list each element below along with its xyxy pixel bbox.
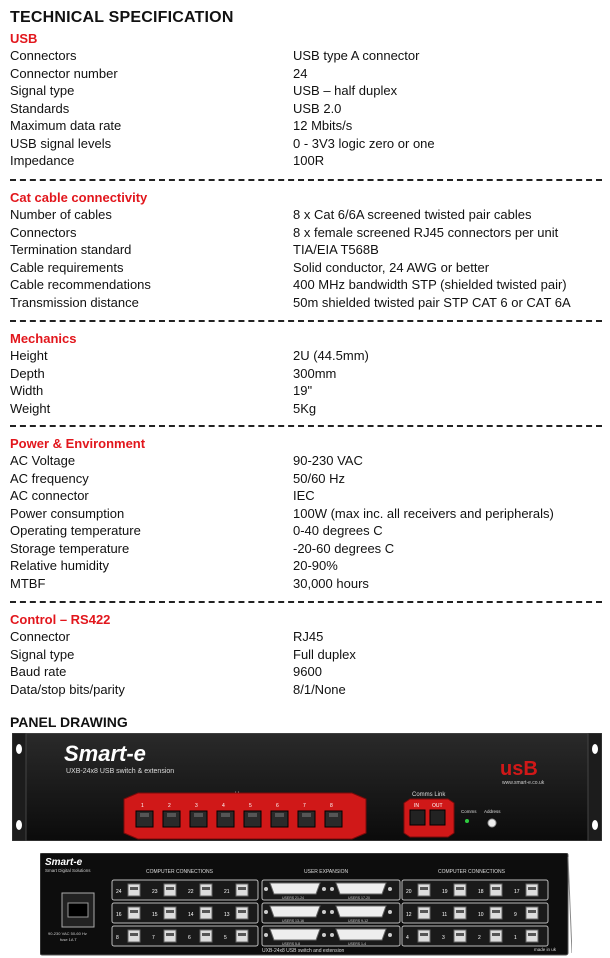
rack-screw-icon — [16, 744, 22, 754]
spec-label: Signal type — [10, 646, 75, 662]
spec-label: Termination standard — [10, 242, 132, 257]
section-divider — [10, 320, 602, 322]
usb-port-number: 9 — [514, 912, 517, 918]
spec-value: IEC — [293, 488, 315, 503]
spec-row — [10, 452, 602, 470]
fuse-note: fuse 1A T — [60, 937, 77, 942]
rj45-latch-icon — [275, 813, 284, 817]
rear-panel-drawing — [40, 853, 572, 957]
section-heading: Power & Environment — [10, 436, 146, 451]
spec-label: Height — [10, 348, 48, 363]
user-port-number: 6 — [276, 803, 279, 809]
spec-label: Weight — [10, 400, 51, 416]
usb-port-number: 15 — [152, 912, 158, 918]
usb-port-tongue-icon — [492, 910, 500, 913]
spec-value: 50/60 Hz — [293, 470, 346, 486]
rj45-latch-icon — [248, 813, 257, 817]
spec-row — [10, 47, 602, 65]
spec-value: 5Kg — [293, 400, 317, 416]
spec-label: Standards — [10, 100, 70, 116]
spec-label: AC connector — [10, 488, 89, 503]
spec-row — [10, 259, 602, 277]
user-port-number: 1 — [141, 803, 144, 809]
spec-value: TIA/EIA T568B — [293, 242, 379, 257]
usb-port-tongue-icon — [202, 933, 210, 936]
spec-label: Signal type — [10, 83, 75, 98]
spec-value: 400 MHz bandwidth STP (shielded twisted pair) — [293, 277, 567, 292]
comms-led-label: Comms — [461, 809, 477, 814]
usb-port-tongue-icon — [130, 910, 138, 913]
spec-row — [10, 347, 602, 365]
spec-row — [10, 470, 602, 488]
usb-port-tongue-icon — [238, 933, 246, 936]
spec-row — [10, 382, 602, 400]
spec-label: Connectors — [10, 48, 77, 63]
spec-label: Connector — [10, 629, 70, 644]
comms-out-label: OUT — [432, 803, 443, 809]
spec-label: Data/stop bits/parity — [10, 681, 125, 697]
comms-link-label: Comms Link — [412, 792, 446, 798]
usb-port-number: 24 — [116, 889, 122, 895]
expansion-header: USER EXPANSION — [304, 869, 349, 875]
thumbscrew-icon — [330, 933, 334, 937]
usb-port-tongue-icon — [420, 933, 428, 936]
rack-screw-icon — [16, 820, 22, 830]
thumbscrew-icon — [330, 910, 334, 914]
spec-label: Operating temperature — [10, 523, 141, 538]
spec-label: AC Voltage — [10, 453, 76, 468]
usb-port-number: 6 — [188, 935, 191, 941]
spec-value: 100R — [293, 153, 325, 168]
spec-row — [10, 100, 602, 118]
thumbscrew-icon — [388, 910, 392, 914]
rj45-latch-icon — [302, 813, 311, 817]
spec-row — [10, 152, 602, 170]
thumbscrew-icon — [322, 910, 326, 914]
spec-value: Solid conductor, 24 AWG or better — [293, 259, 490, 275]
spec-row — [10, 276, 602, 294]
usb-port-tongue-icon — [420, 910, 428, 913]
usb-port-tongue-icon — [238, 910, 246, 913]
thumbscrew-icon — [322, 887, 326, 891]
power-note: 90-230 VAC 50-60 Hz — [48, 931, 87, 936]
thumbscrew-icon — [330, 887, 334, 891]
dsub-connector-icon — [270, 929, 320, 940]
spec-label: AC frequency — [10, 470, 89, 486]
spec-section — [10, 435, 602, 592]
spec-section — [10, 330, 602, 417]
spec-value: 0-40 degrees C — [293, 523, 383, 538]
section-divider — [10, 425, 602, 427]
usb-port-tongue-icon — [202, 910, 210, 913]
page-title: TECHNICAL SPECIFICATION — [10, 9, 234, 26]
usb-port-number: 7 — [152, 935, 155, 941]
left-connections-header: COMPUTER CONNECTIONS — [146, 869, 213, 875]
section-heading: Cat cable connectivity — [10, 190, 148, 205]
dsub-connector-icon — [270, 883, 320, 894]
spec-value: USB 2.0 — [293, 100, 342, 116]
expansion-port-label: USERS 17-20 — [348, 896, 370, 900]
thumbscrew-icon — [264, 887, 268, 891]
rear-brand-logo: Smart-e — [45, 857, 83, 868]
spec-value: 20-90% — [293, 558, 338, 573]
spec-value: 9600 — [293, 664, 322, 679]
user-port-number: 3 — [195, 803, 198, 809]
spec-section — [10, 611, 602, 698]
spec-row — [10, 206, 602, 224]
usb-port-number: 17 — [514, 889, 520, 895]
thumbscrew-icon — [264, 910, 268, 914]
panel-drawing-title: PANEL DRAWING — [10, 714, 128, 730]
right-usb-bank — [402, 880, 548, 946]
spec-value: 8 x Cat 6/6A screened twisted pair cables — [293, 207, 532, 222]
spec-row — [10, 241, 602, 259]
spec-label: Impedance — [10, 153, 75, 168]
thumbscrew-icon — [264, 933, 268, 937]
rj45-latch-icon — [221, 813, 230, 817]
expansion-port-label: USERS 13-16 — [282, 919, 304, 923]
spec-row — [10, 557, 602, 575]
usb-port-tongue-icon — [528, 910, 536, 913]
usb-port-tongue-icon — [492, 933, 500, 936]
spec-row — [10, 365, 602, 383]
spec-row — [10, 505, 602, 523]
usb-port-tongue-icon — [166, 933, 174, 936]
spec-value: 300mm — [293, 365, 337, 381]
user-port-number: 7 — [303, 803, 306, 809]
spec-label: Connector number — [10, 65, 118, 81]
spec-label: Storage temperature — [10, 540, 130, 556]
usb-port-number: 21 — [224, 889, 230, 895]
rj45-latch-icon — [329, 813, 338, 817]
spec-row — [10, 646, 602, 664]
spec-label: Connectors — [10, 224, 77, 240]
spec-label: Cable requirements — [10, 259, 124, 275]
spec-label: Number of cables — [10, 207, 112, 222]
section-divider — [10, 601, 602, 603]
rj45-latch-icon — [140, 813, 149, 817]
usb-port-tongue-icon — [456, 933, 464, 936]
spec-row — [10, 681, 602, 699]
expansion-port-label: USERS 9-12 — [348, 919, 369, 923]
front-brand-logo: Smart-e — [64, 741, 146, 766]
spec-value: RJ45 — [293, 629, 324, 644]
spec-row — [10, 224, 602, 242]
front-panel-drawing — [12, 733, 602, 841]
address-switch-icon — [488, 819, 496, 827]
thumbscrew-icon — [388, 887, 392, 891]
usb-port-tongue-icon — [528, 933, 536, 936]
usb-port-number: 12 — [406, 912, 412, 918]
spec-label: Width — [10, 383, 44, 398]
spec-value: USB type A connector — [293, 48, 420, 63]
usb-port-number: 3 — [442, 935, 445, 941]
spec-value: 8 x female screened RJ45 connectors per unit — [293, 224, 559, 240]
spec-value: 90-230 VAC — [293, 453, 363, 468]
usb-port-number: 5 — [224, 935, 227, 941]
left-usb-bank — [112, 880, 258, 946]
usb-port-tongue-icon — [130, 887, 138, 890]
usb-port-tongue-icon — [130, 933, 138, 936]
right-connections-header: COMPUTER CONNECTIONS — [438, 869, 505, 875]
spec-label: Relative humidity — [10, 558, 109, 573]
usb-port-number: 2 — [478, 935, 481, 941]
usb-port-number: 11 — [442, 912, 448, 918]
spec-row — [10, 400, 602, 418]
usb-port-number: 1 — [514, 935, 517, 941]
spec-label: Maximum data rate — [10, 118, 122, 133]
front-model-label: UXB-24x8 USB switch & extension — [66, 768, 175, 775]
spec-label: Transmission distance — [10, 294, 139, 310]
user-port-number: 2 — [168, 803, 171, 809]
spec-row — [10, 522, 602, 540]
spec-value: -20-60 degrees C — [293, 540, 395, 556]
user-port-number: 4 — [222, 803, 225, 809]
spec-label: Power consumption — [10, 505, 125, 521]
usb-port-tongue-icon — [166, 910, 174, 913]
spec-value: USB – half duplex — [293, 83, 398, 98]
section-heading: Control – RS422 — [10, 612, 111, 627]
thumbscrew-icon — [322, 933, 326, 937]
usb-port-number: 14 — [188, 912, 194, 918]
usb-port-tongue-icon — [166, 887, 174, 890]
spec-label: Baud rate — [10, 664, 67, 679]
rear-tagline: Smart Digital Solutions — [45, 868, 91, 873]
spec-value: 12 Mbits/s — [293, 118, 353, 133]
rear-footer-label: UXB-24x8 USB switch and extension — [262, 948, 345, 954]
spec-row — [10, 628, 602, 646]
rack-screw-icon — [592, 820, 598, 830]
spec-value: 8/1/None — [293, 681, 346, 697]
thumbscrew-icon — [388, 933, 392, 937]
spec-label: MTBF — [10, 575, 46, 591]
iec-socket-icon — [68, 903, 88, 917]
spec-value: 19" — [293, 383, 313, 398]
expansion-port-label: USERS 5-8 — [282, 942, 301, 946]
usb-port-number: 20 — [406, 889, 412, 895]
spec-section — [10, 189, 602, 311]
spec-value: 0 - 3V3 logic zero or one — [293, 135, 435, 151]
usb-port-number: 16 — [116, 912, 122, 918]
user-port-number: 5 — [249, 803, 252, 809]
expansion-port-label: USERS 1-4 — [348, 942, 367, 946]
section-heading: USB — [10, 31, 38, 46]
dsub-connector-icon — [270, 906, 320, 917]
spec-label: USB signal levels — [10, 135, 112, 151]
spec-row — [10, 663, 602, 681]
spec-value: 50m shielded twisted pair STP CAT 6 or CAT 6A — [293, 294, 571, 310]
comms-out-port — [430, 810, 445, 825]
spec-row — [10, 82, 602, 100]
user-port-number: 8 — [330, 803, 333, 809]
usb-port-tongue-icon — [420, 887, 428, 890]
spec-row — [10, 294, 602, 312]
usb-logo: usB — [500, 758, 538, 780]
usb-port-number: 23 — [152, 889, 158, 895]
spec-row — [10, 575, 602, 593]
section-divider — [10, 179, 602, 181]
made-in-label: made in uk — [534, 947, 557, 952]
spec-row — [10, 117, 602, 135]
spec-value: 2U (44.5mm) — [293, 348, 369, 363]
spec-section — [10, 30, 602, 170]
expansion-connector-bank — [262, 880, 400, 946]
dsub-connector-icon — [336, 883, 386, 894]
comms-in-port — [410, 810, 425, 825]
spec-value: 30,000 hours — [293, 575, 369, 591]
usb-port-tongue-icon — [492, 887, 500, 890]
spec-label: Cable recommendations — [10, 277, 151, 292]
spec-row — [10, 487, 602, 505]
usb-port-tongue-icon — [456, 887, 464, 890]
usb-port-number: 10 — [478, 912, 484, 918]
dsub-connector-icon — [336, 906, 386, 917]
address-label: Address — [484, 809, 501, 814]
comms-led-icon — [465, 819, 469, 823]
comms-in-label: IN — [414, 803, 419, 809]
usb-port-number: 19 — [442, 889, 448, 895]
spec-value: 24 — [293, 65, 308, 81]
dsub-connector-icon — [336, 929, 386, 940]
rj45-latch-icon — [194, 813, 203, 817]
spec-value: 100W (max inc. all receivers and peripherals) — [293, 505, 554, 521]
usb-port-number: 4 — [406, 935, 409, 941]
usb-port-number: 8 — [116, 935, 119, 941]
expansion-port-label: USERS 21-24 — [282, 896, 304, 900]
usb-port-tongue-icon — [238, 887, 246, 890]
usb-port-tongue-icon — [202, 887, 210, 890]
section-heading: Mechanics — [10, 331, 77, 346]
usb-port-number: 22 — [188, 889, 194, 895]
spec-value: Full duplex — [293, 646, 356, 662]
usb-port-number: 18 — [478, 889, 484, 895]
spec-row — [10, 135, 602, 153]
usb-port-tongue-icon — [456, 910, 464, 913]
spec-label: Depth — [10, 365, 45, 381]
usb-port-tongue-icon — [528, 887, 536, 890]
usb-port-number: 13 — [224, 912, 230, 918]
rj45-latch-icon — [167, 813, 176, 817]
rack-screw-icon — [592, 744, 598, 754]
spec-row — [10, 540, 602, 558]
website-label: www.smart-e.co.uk — [502, 780, 545, 786]
spec-row — [10, 65, 602, 83]
